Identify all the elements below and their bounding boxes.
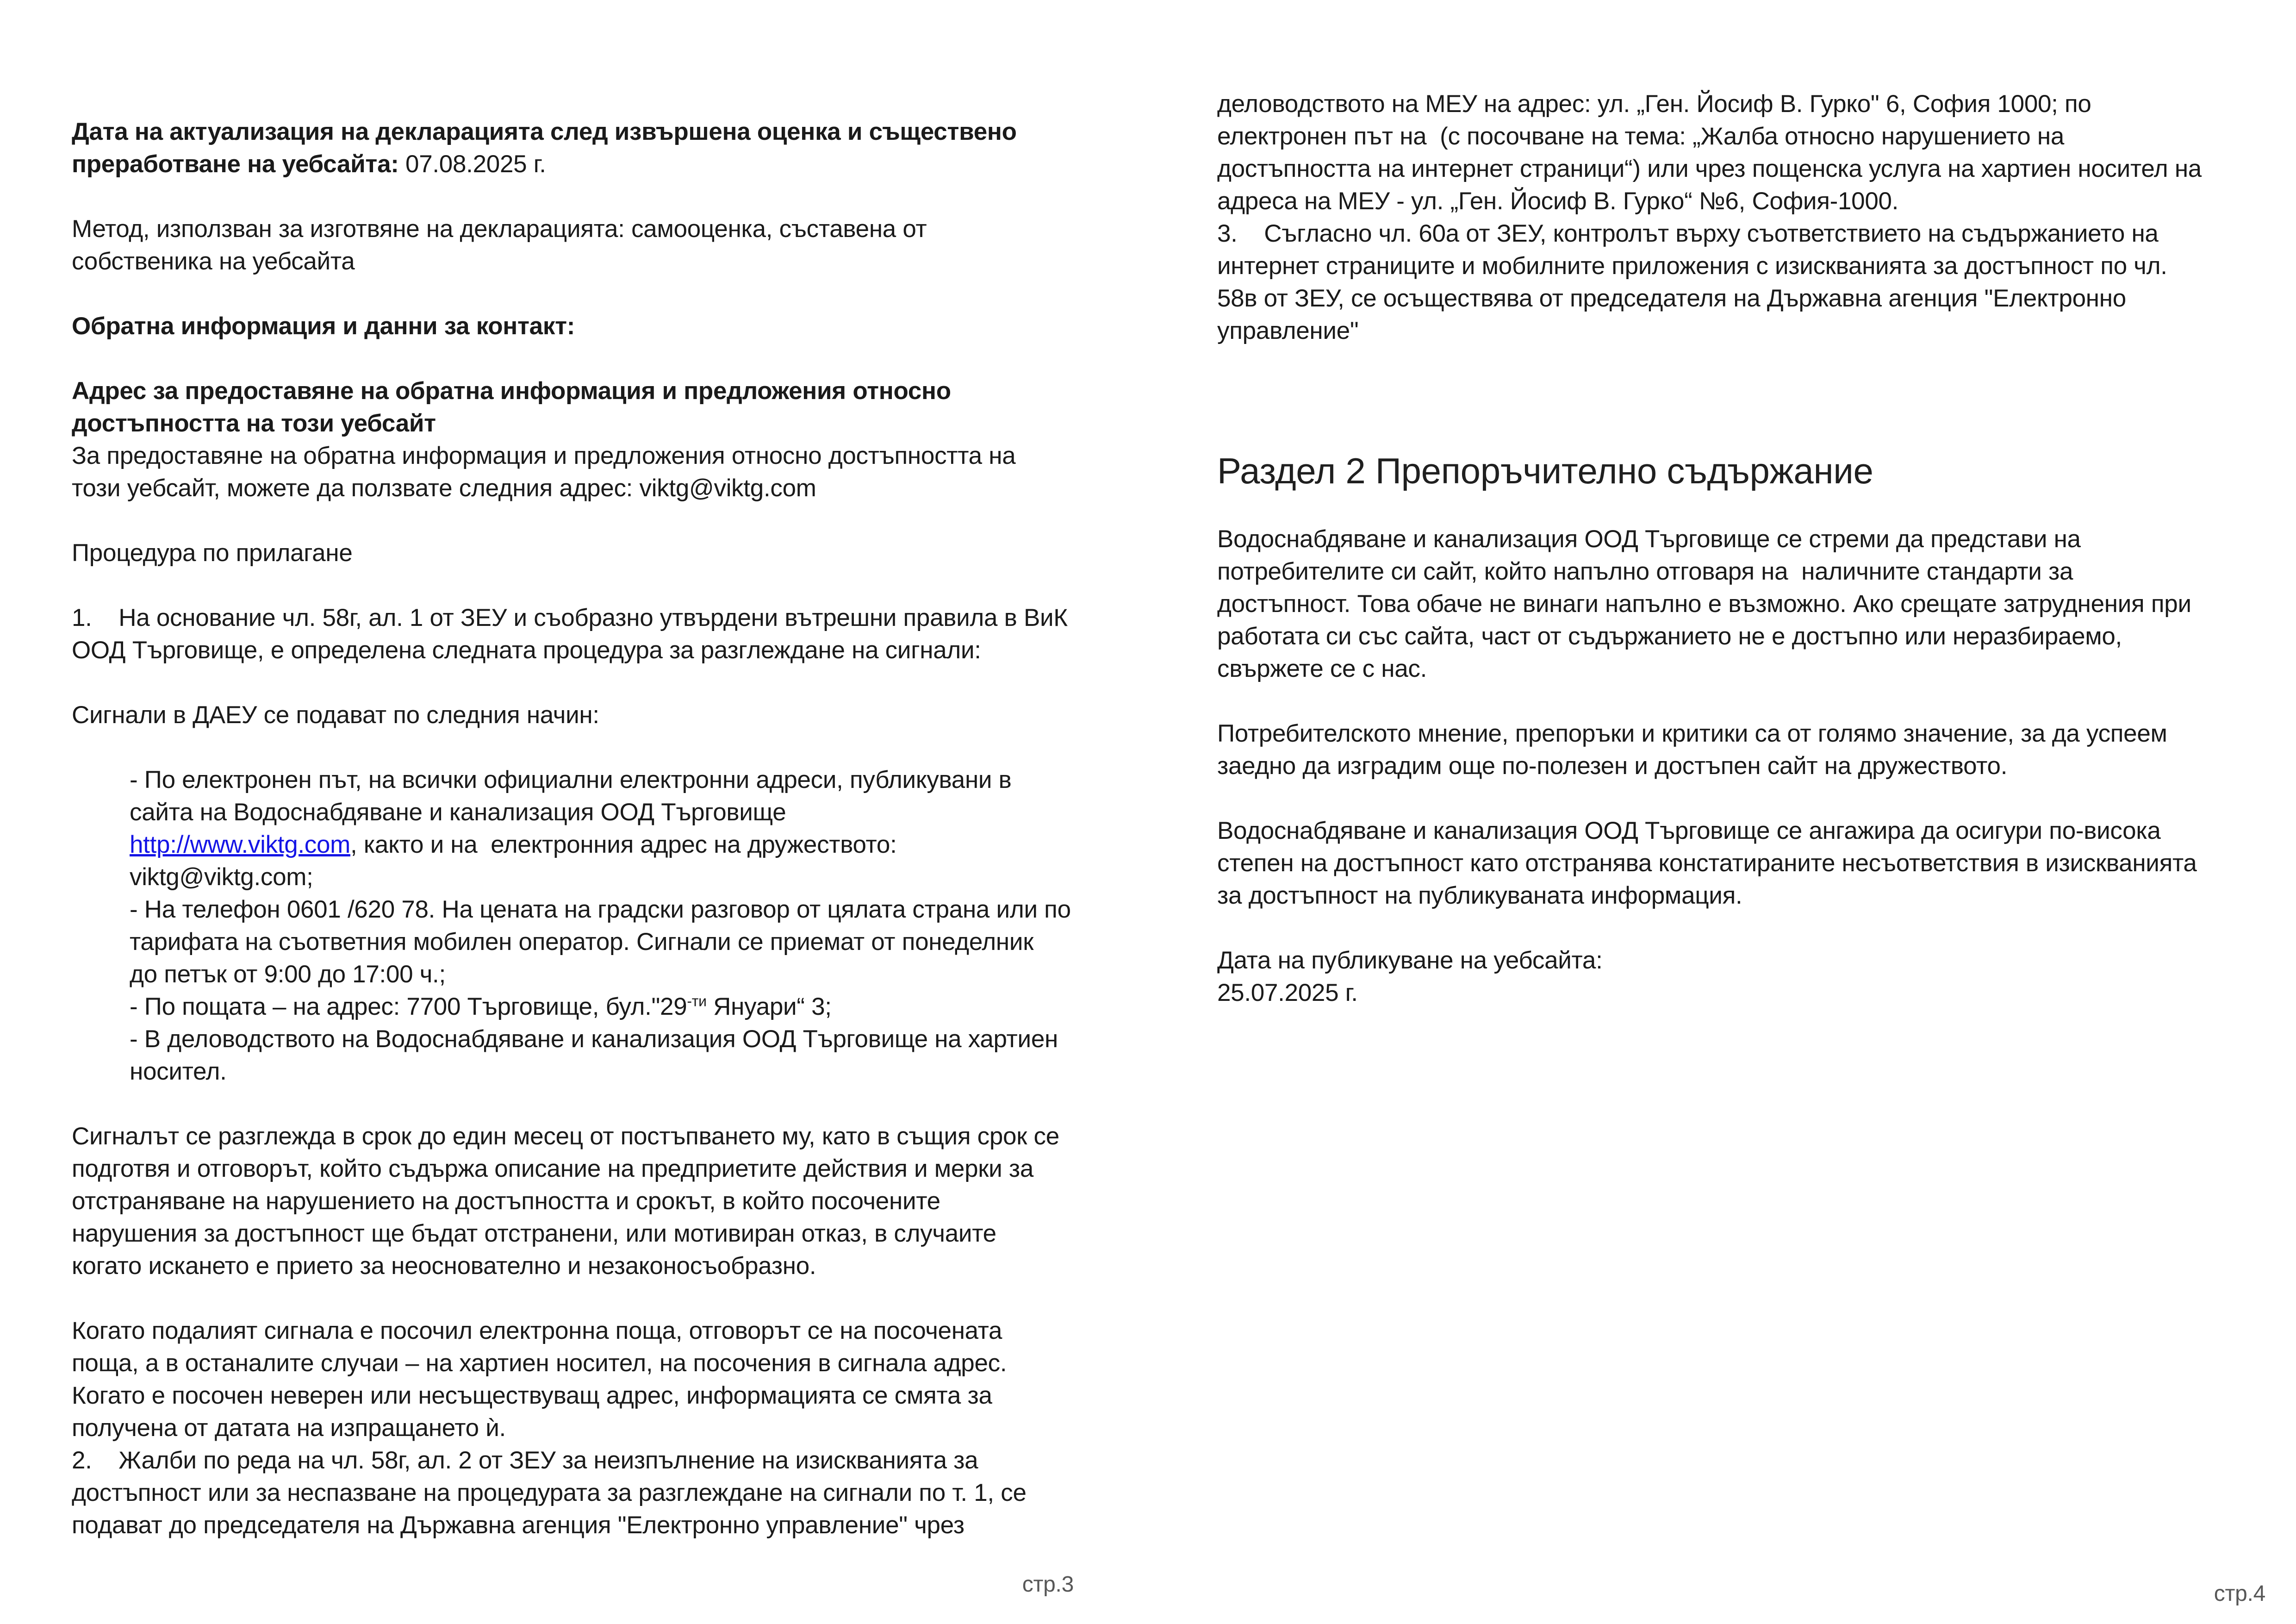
- text-segment: получена от датата на изпращането ѝ.: [72, 1414, 506, 1442]
- text-line: [1217, 944, 2277, 977]
- text-line: [1217, 847, 2277, 880]
- page-4-content: [1217, 88, 2277, 1009]
- paragraph: [1217, 218, 2277, 347]
- blank-line: [1217, 412, 2277, 444]
- text-segment: 58в от ЗЕУ, се осъществява от председателя на Държавна агенция "Електронно: [1217, 285, 2126, 312]
- text-line: [72, 537, 1136, 569]
- text-segment: Метод, използван за изготвяне на декларацията: самооценка, съставена от: [72, 215, 927, 243]
- blank-line: [72, 278, 1136, 310]
- text-segment: този уебсайт, можете да ползвате следния адрес: viktg@viktg.com: [72, 475, 816, 502]
- text-line: [72, 1056, 1136, 1088]
- paragraph: [72, 213, 1136, 278]
- text-line: [1217, 815, 2277, 847]
- text-segment: поща, а в останалите случаи – на хартиен носител, на посочения в сигнала адрес.: [72, 1349, 1007, 1377]
- text-line: [1217, 750, 2277, 782]
- text-line: [72, 1153, 1136, 1185]
- text-segment: заедно да изградим още по-полезен и достъпен сайт на дружеството.: [1217, 752, 2008, 780]
- page-4: [1148, 0, 2296, 1624]
- text-segment: за достъпност на публикуваната информация.: [1217, 882, 1742, 909]
- text-segment: деловодството на МЕУ на адрес: ул. „Ген. Йосиф В. Гурко" 6, София 1000; по: [1217, 90, 2091, 118]
- text-segment: ООД Търговище, е определена следната процедура за разглеждане на сигнали:: [72, 637, 981, 664]
- text-segment: - На телефон 0601 /620 78. На цената на градски разговор от цялата страна или по: [130, 896, 1071, 923]
- paragraph: [72, 375, 1136, 505]
- text-line: [1217, 880, 2277, 912]
- text-segment: достъпност. Това обаче не винаги напълно е възможно. Ако срещате затруднения при: [1217, 590, 2191, 618]
- page-3-content: [72, 116, 1136, 1542]
- text-line: [72, 1250, 1136, 1282]
- text-segment: достъпността на интернет страници“) или чрез пощенска услуга на хартиен носител на: [1217, 155, 2202, 182]
- text-line: [72, 245, 1136, 278]
- text-segment: Потребителското мнение, препоръки и критики са от голямо значение, за да успеем: [1217, 720, 2167, 747]
- paragraph: [72, 764, 1136, 1088]
- paragraph: [72, 1444, 1136, 1542]
- text-line: [72, 1185, 1136, 1218]
- blank-line: [1217, 782, 2277, 815]
- bold-text: Обратна информация и данни за контакт:: [72, 312, 575, 340]
- blank-line: [72, 1088, 1136, 1120]
- text-line: [72, 1412, 1136, 1444]
- text-segment: - По пощата – на адрес: 7700 Търговище, бул."29: [130, 993, 687, 1020]
- text-line: [72, 861, 1136, 893]
- section-heading: [1217, 444, 2277, 498]
- text-line: [72, 1477, 1136, 1509]
- text-line: [1217, 588, 2277, 620]
- text-segment: -ти: [687, 993, 707, 1010]
- text-line: [1217, 523, 2277, 556]
- text-segment: Водоснабдяване и канализация ООД Търговище се ангажира да осигури по-висока: [1217, 817, 2161, 844]
- text-line: [1217, 653, 2277, 685]
- text-line: [72, 602, 1136, 634]
- text-segment: електронен път на (с посочване на тема: „Жалба относно нарушението на: [1217, 123, 2065, 150]
- blank-line: [1217, 912, 2277, 944]
- text-segment: Водоснабдяване и канализация ООД Търговище се стреми да представи на: [1217, 525, 2081, 553]
- text-line: [72, 375, 1136, 407]
- text-segment: 1. На основание чл. 58г, ал. 1 от ЗЕУ и съобразно утвърдени вътрешни правила в ВиК: [72, 604, 1068, 631]
- text-segment: За предоставяне на обратна информация и предложения относно достъпността на: [72, 442, 1016, 469]
- text-line: [1217, 718, 2277, 750]
- paragraph: [1217, 523, 2277, 685]
- viktg-website-link[interactable]: http://www.viktg.com: [130, 831, 351, 858]
- paragraph: [72, 1120, 1136, 1282]
- text-segment: собственика на уебсайта: [72, 248, 355, 275]
- text-segment: адреса на МЕУ - ул. „Ген. Йосиф В. Гурко“ №6, София-1000.: [1217, 187, 1899, 215]
- paragraph: [72, 602, 1136, 667]
- text-segment: Дата на публикуване на уебсайта:: [1217, 947, 1603, 974]
- text-line: [72, 407, 1136, 440]
- blank-line: [72, 731, 1136, 764]
- page-number: стр.3: [1022, 1572, 1074, 1597]
- bold-text: преработване на уебсайта:: [72, 150, 399, 178]
- text-segment: viktg@viktg.com;: [130, 863, 313, 891]
- text-segment: тарифата на съответния мобилен оператор. Сигнали се приемат от понеделник: [130, 928, 1034, 956]
- text-segment: Когато е посочен неверен или несъществуващ адрес, информацията се смята за: [72, 1382, 992, 1409]
- text-segment: - В деловодството на Водоснабдяване и канализация ООД Търговище на хартиен: [130, 1025, 1058, 1053]
- text-segment: когато искането е прието за неоснователно и незаконосъобразно.: [72, 1252, 816, 1280]
- text-line: [72, 440, 1136, 472]
- text-line: [1217, 620, 2277, 653]
- text-line: [1217, 120, 2277, 153]
- text-segment: степен на достъпност като отстранява констатираните несъответствия в изискванията: [1217, 849, 2197, 877]
- text-segment: интернет страниците и мобилните приложения с изискванията за достъпност по чл.: [1217, 252, 2167, 280]
- text-segment: Процедура по прилагане: [72, 539, 353, 567]
- text-line: [72, 1347, 1136, 1380]
- blank-line: [72, 569, 1136, 602]
- text-segment: Сигнали в ДАЕУ се подават по следния начин:: [72, 701, 599, 729]
- text-segment: достъпност или за неспазване на процедурата за разглеждане на сигнали по т. 1, се: [72, 1479, 1027, 1506]
- text-segment: 07.08.2025 г.: [398, 150, 546, 178]
- text-line: [72, 148, 1136, 181]
- text-line: [1217, 977, 2277, 1009]
- text-line: [1217, 556, 2277, 588]
- paragraph: [72, 116, 1136, 181]
- text-segment: носител.: [130, 1058, 227, 1085]
- paragraph: [1217, 88, 2277, 218]
- text-line: [1217, 444, 2277, 498]
- text-line: [72, 213, 1136, 245]
- text-line: [1217, 153, 2277, 185]
- text-segment: подготвя и отговорът, който съдържа описание на предприетите действия и мерки за: [72, 1155, 1034, 1182]
- blank-line: [1217, 380, 2277, 412]
- text-segment: , както и на електронния адрес на дружеството:: [350, 831, 897, 858]
- text-line: [72, 796, 1136, 829]
- text-segment: подават до председателя на Държавна агенция "Електронно управление" чрез: [72, 1512, 964, 1539]
- blank-line: [72, 1282, 1136, 1315]
- text-segment: свържете се с нас.: [1217, 655, 1427, 682]
- text-segment: Сигналът се разглежда в срок до един месец от постъпването му, като в същия срок се: [72, 1123, 1059, 1150]
- blank-line: [72, 667, 1136, 699]
- text-line: [72, 1218, 1136, 1250]
- text-line: [72, 1444, 1136, 1477]
- paragraph: [72, 310, 1136, 343]
- text-line: [72, 1315, 1136, 1347]
- text-line: [72, 1120, 1136, 1153]
- text-segment: отстраняване на нарушението на достъпността и срокът, в който посочените: [72, 1187, 940, 1215]
- text-segment: 25.07.2025 г.: [1217, 979, 1358, 1006]
- text-line: [72, 116, 1136, 148]
- paragraph: [72, 699, 1136, 731]
- text-segment: Януари“ 3;: [706, 993, 832, 1020]
- text-segment: управление": [1217, 317, 1359, 344]
- paragraph: [1217, 944, 2277, 1009]
- text-line: [72, 310, 1136, 343]
- blank-line: [72, 505, 1136, 537]
- text-segment: Раздел 2 Препоръчително съдържание: [1217, 450, 1873, 491]
- text-segment: сайта на Водоснабдяване и канализация ООД Търговище: [130, 799, 786, 826]
- blank-line: [1217, 347, 2277, 380]
- text-line: [1217, 185, 2277, 218]
- bold-text: Дата на актуализация на декларацията след извършена оценка и съществено: [72, 118, 1017, 145]
- paragraph: [72, 1315, 1136, 1444]
- text-line: [72, 1509, 1136, 1542]
- text-line: [1217, 315, 2277, 347]
- text-segment: до петък от 9:00 до 17:00 ч.;: [130, 961, 446, 988]
- text-line: [72, 926, 1136, 958]
- blank-line: [1217, 685, 2277, 718]
- text-line: [1217, 218, 2277, 250]
- text-line: [72, 634, 1136, 667]
- text-line: [72, 699, 1136, 731]
- paragraph: [1217, 718, 2277, 782]
- blank-line: [72, 343, 1136, 375]
- text-line: [1217, 88, 2277, 120]
- text-segment: нарушения за достъпност ще бъдат отстранени, или мотивиран отказ, в случаите: [72, 1220, 996, 1247]
- text-segment: 2. Жалби по реда на чл. 58г, ал. 2 от ЗЕУ за неизпълнение на изискванията за: [72, 1447, 978, 1474]
- text-line: [72, 1380, 1136, 1412]
- blank-line: [72, 181, 1136, 213]
- text-line: [72, 829, 1136, 861]
- text-segment: потребителите си сайт, който напълно отговаря на наличните стандарти за: [1217, 558, 2073, 585]
- text-line: [72, 893, 1136, 926]
- text-line: [72, 958, 1136, 991]
- page-number: стр.4: [2214, 1581, 2265, 1606]
- paragraph: [72, 537, 1136, 569]
- text-line: [1217, 282, 2277, 315]
- text-segment: Когато подалият сигнала е посочил електронна поща, отговорът се на посочената: [72, 1317, 1002, 1344]
- text-line: [72, 1023, 1136, 1056]
- text-segment: работата си със сайта, част от съдържанието не е достъпно или неразбираемо,: [1217, 623, 2122, 650]
- text-line: [72, 472, 1136, 505]
- text-line: [72, 764, 1136, 796]
- text-line: [1217, 250, 2277, 282]
- bold-text: достъпността на този уебсайт: [72, 410, 436, 437]
- text-segment: 3. Съгласно чл. 60а от ЗЕУ, контролът върху съответствието на съдържанието на: [1217, 220, 2159, 247]
- text-segment: - По електронен път, на всички официални електронни адреси, публикувани в: [130, 766, 1012, 793]
- paragraph: [1217, 815, 2277, 912]
- bold-text: Адрес за предоставяне на обратна информация и предложения относно: [72, 377, 951, 405]
- text-line: [72, 991, 1136, 1023]
